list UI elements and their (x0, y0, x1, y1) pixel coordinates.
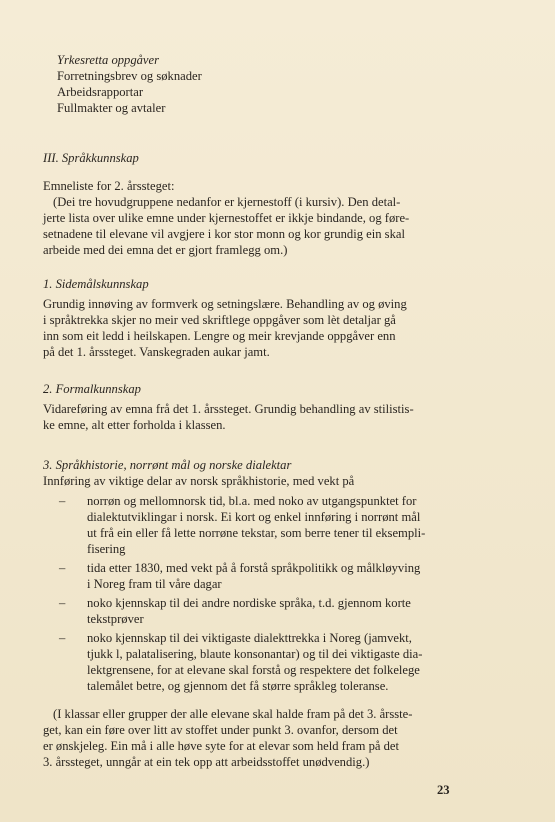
topic1-line: Grundig innøving av formverk og setningslære. Behandling av og øving (43, 297, 407, 311)
vocational-item: Forretningsbrev og søknader (57, 69, 202, 83)
topic2-line: Vidareføring av emna frå det 1. årssteget. Grundig behandling av stilistis- (43, 402, 414, 416)
topic2-section (43, 381, 513, 433)
dash-bullet: – (59, 494, 66, 508)
vocational-section (57, 52, 527, 116)
topic1-heading: 1. Sidemålskunnskap (43, 277, 149, 291)
intro-line: jerte lista over ulike emne under kjernestoffet er ikkje bindande, og føre- (43, 211, 410, 225)
closing-line: (I klassar eller grupper der alle elevane skal halde fram på det 3. årsste- (53, 707, 413, 721)
list-item-line: tekstprøver (87, 612, 144, 626)
list-item-line: tida etter 1830, med vekt på å forstå språkpolitikk og målkløyving (87, 561, 421, 575)
section3-heading: III. Språkkunnskap (43, 151, 139, 165)
list-item-line: talemålet betre, og gjennom det få større språkleg toleranse. (87, 679, 389, 693)
list-item-line: i Noreg fram til våre dagar (87, 577, 222, 591)
list-item (59, 493, 513, 557)
vocational-item: Fullmakter og avtaler (57, 101, 166, 115)
topic3-section (43, 457, 513, 694)
page-number: 23 (437, 783, 450, 797)
topic2-line: ke emne, alt etter forholda i klassen. (43, 418, 226, 432)
list-item-line: dialektutviklingar i norsk. Ei kort og enkel innføring i norrønt mål (87, 510, 421, 524)
topic2-heading: 2. Formalkunnskap (43, 382, 141, 396)
list-item-line: lektgrensene, for at elevane skal forstå og respektere det folkelege (87, 663, 420, 677)
intro-line: setnadene til elevane vil avgjere i kor stor monn og kor grundig ein skal (43, 227, 405, 241)
closing-line: er ønskjeleg. Ein må i alle høve syte for at elevar som held fram på det (43, 739, 399, 753)
closing-note (43, 706, 513, 770)
topic1-line: inn som eit ledd i heilskapen. Lengre og meir krevjande oppgåver enn (43, 329, 396, 343)
list-item-line: norrøn og mellomnorsk tid, bl.a. med noko av utgangspunktet for (87, 494, 417, 508)
dash-bullet: – (59, 561, 66, 575)
intro-title: Emneliste for 2. årssteget: (43, 179, 175, 193)
topic1-section (43, 276, 513, 360)
list-item-line: ut frå ein eller få lette norrøne tekstar, som berre tener til eksempli- (87, 526, 426, 540)
list-item (59, 630, 513, 694)
list-item-line: fisering (87, 542, 126, 556)
topic3-heading: 3. Språkhistorie, norrønt mål og norske dialektar (43, 458, 292, 472)
intro-line: (Dei tre hovudgruppene nedanfor er kjernestoff (i kursiv). Den detal- (53, 195, 401, 209)
list-item-line: tjukk l, palatalisering, blaute konsonantar) og til dei viktigaste dia- (87, 647, 423, 661)
list-item-line: noko kjennskap til dei andre nordiske språka, t.d. gjennom korte (87, 596, 411, 610)
list-item (59, 560, 513, 592)
closing-line: 3. årssteget, unngår at ein tek opp att arbeidsstoffet unødvendig.) (43, 755, 370, 769)
topic1-line: i språktrekka skjer no meir ved skriftlege oppgåver som lèt detaljar gå (43, 313, 396, 327)
dash-bullet: – (59, 596, 66, 610)
dash-bullet: – (59, 631, 66, 645)
closing-line: get, kan ein føre over litt av stoffet under punkt 3. ovanfor, dersom det (43, 723, 398, 737)
topic3-list (43, 493, 513, 694)
section3-intro (43, 178, 513, 258)
vocational-heading: Yrkesretta oppgåver (57, 53, 160, 67)
list-item (59, 595, 513, 627)
section3-heading-block (43, 150, 513, 166)
vocational-item: Arbeidsrapportar (57, 85, 144, 99)
topic3-intro: Innføring av viktige delar av norsk språkhistorie, med vekt på (43, 474, 355, 488)
intro-line: arbeide med dei emna det er gjort framlegg om.) (43, 243, 288, 257)
list-item-line: noko kjennskap til dei viktigaste dialekttrekka i Noreg (jamvekt, (87, 631, 412, 645)
topic1-line: på det 1. årssteget. Vanskegraden aukar jamt. (43, 345, 270, 359)
